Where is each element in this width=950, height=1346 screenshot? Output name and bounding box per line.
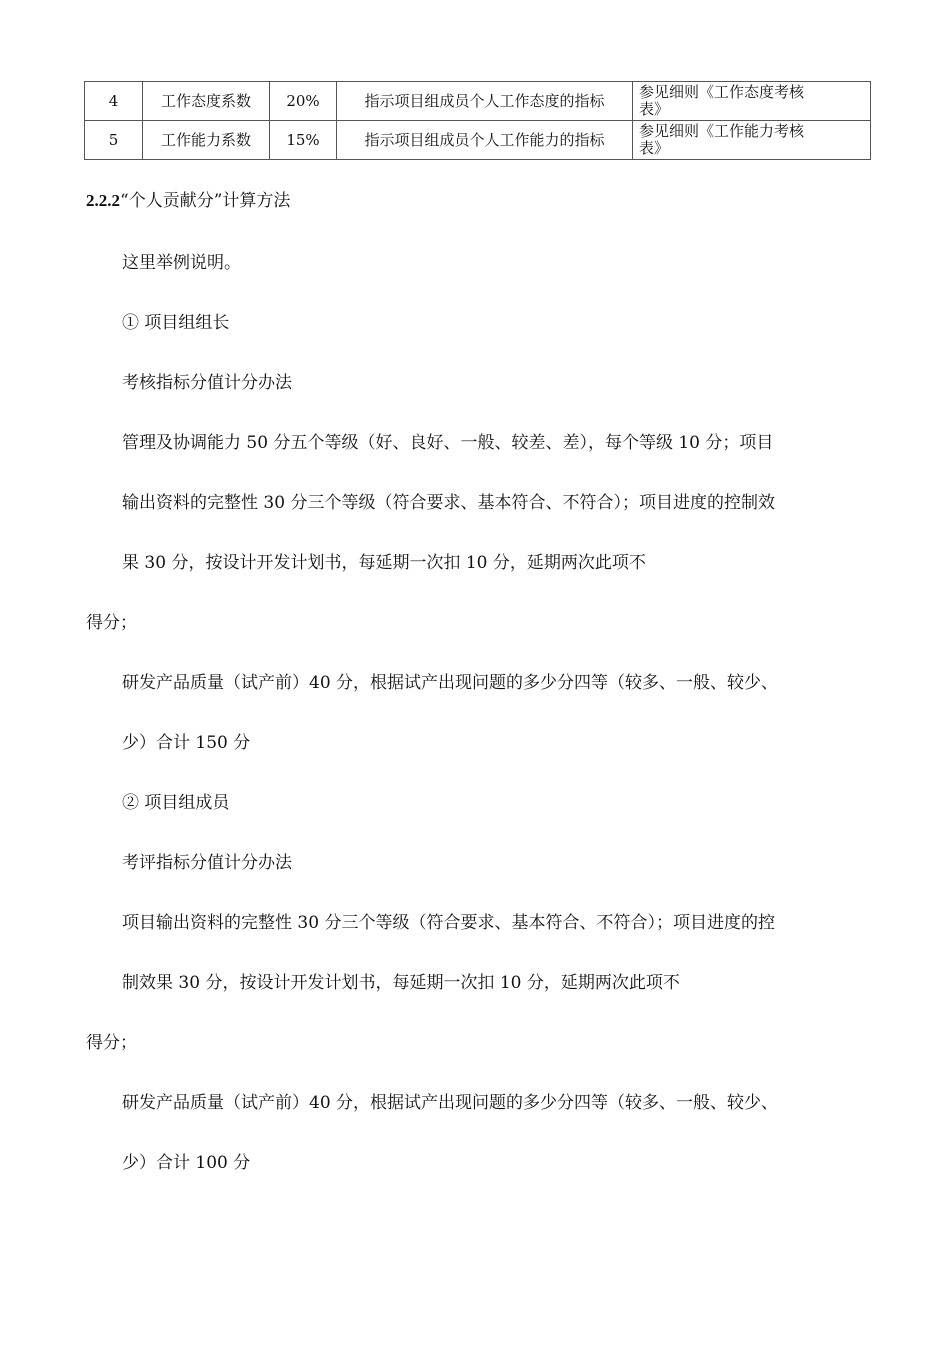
paragraph-line: 管理及协调能力 50 分五个等级（好、良好、一般、较差、差），每个等级 10 分；项目 <box>122 433 774 453</box>
coefficient-description: 指示项目组成员个人工作能力的指标 <box>337 121 633 160</box>
paragraph-line: 考核指标分值计分办法 <box>122 373 292 393</box>
coefficient-table <box>84 81 871 160</box>
row-number: 4 <box>85 82 143 121</box>
coefficient-name: 工作态度系数 <box>143 82 270 121</box>
row-number: 5 <box>85 121 143 160</box>
coefficient-weight: 20% <box>270 82 337 121</box>
paragraph-line: 果 30 分，按设计开发计划书，每延期一次扣 10 分，延期两次此项不 <box>122 553 646 573</box>
paragraph-line: 这里举例说明。 <box>122 253 241 273</box>
table-row <box>85 121 871 160</box>
section-title: “个人贡献分”计算方法 <box>120 191 291 211</box>
section-number: 2.2.2 <box>86 191 120 210</box>
paragraph-line: 得分； <box>86 1033 137 1053</box>
paragraph-line: 研发产品质量（试产前）40 分，根据试产出现问题的多少分四等（较多、一般、较少、 <box>122 673 779 693</box>
paragraph-line: 研发产品质量（试产前）40 分，根据试产出现问题的多少分四等（较多、一般、较少、 <box>122 1093 779 1113</box>
paragraph-line: 考评指标分值计分办法 <box>122 853 292 873</box>
paragraph-line: 输出资料的完整性 30 分三个等级（符合要求、基本符合、不符合）；项目进度的控制效 <box>122 493 775 513</box>
paragraph-line: 少）合计 100 分 <box>122 1153 251 1173</box>
table-row <box>85 82 871 121</box>
coefficient-reference <box>633 82 871 121</box>
coefficient-name: 工作能力系数 <box>143 121 270 160</box>
coefficient-weight: 15% <box>270 121 337 160</box>
coefficient-reference <box>633 121 871 160</box>
reference-line-1: 参见细则《工作态度考核 <box>639 83 805 101</box>
reference-line-2: 表》 <box>639 100 670 118</box>
subsection-title: ① 项目组组长 <box>122 313 230 333</box>
paragraph-line: 得分； <box>86 613 137 633</box>
section-heading <box>86 190 290 212</box>
paragraph-line: 项目输出资料的完整性 30 分三个等级（符合要求、基本符合、不符合）；项目进度的控 <box>122 913 775 933</box>
subsection-title: ② 项目组成员 <box>122 793 230 813</box>
reference-line-2: 表》 <box>639 139 670 157</box>
coefficient-description: 指示项目组成员个人工作态度的指标 <box>337 82 633 121</box>
paragraph-line: 制效果 30 分，按设计开发计划书，每延期一次扣 10 分，延期两次此项不 <box>122 973 680 993</box>
paragraph-line: 少）合计 150 分 <box>122 733 251 753</box>
reference-line-1: 参见细则《工作能力考核 <box>639 122 805 140</box>
